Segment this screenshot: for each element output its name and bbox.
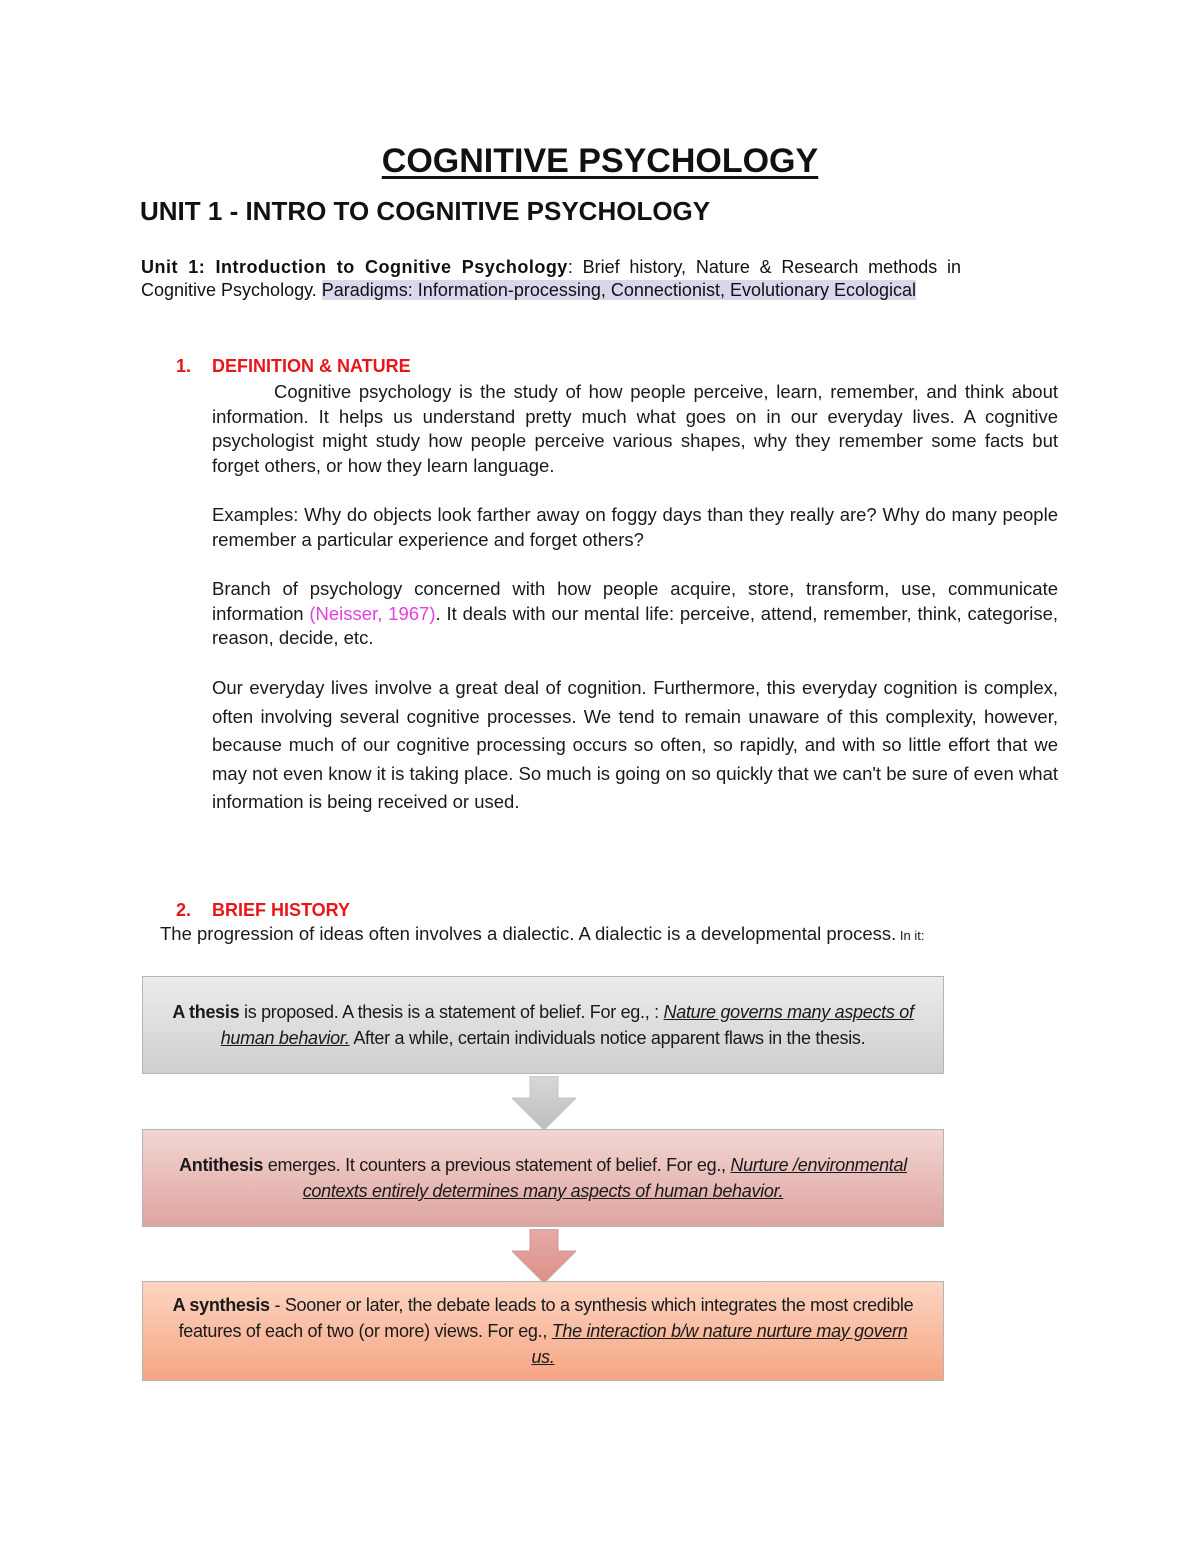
- antithesis-bold: Antithesis: [179, 1155, 264, 1175]
- section-1-number: 1.: [176, 356, 192, 376]
- synthesis-text: [169, 1292, 917, 1370]
- document-title: COGNITIVE PSYCHOLOGY: [381, 142, 819, 180]
- synthesis-box: [142, 1281, 944, 1381]
- down-arrow-icon: [512, 1229, 576, 1283]
- unit-desc-bold: Unit 1: Introduction to Cognitive Psychology: [141, 257, 568, 277]
- thesis-bold: A thesis: [172, 1002, 240, 1022]
- paradigms-highlight: Paradigms: Information-processing, Connectionist, Evolutionary Ecological: [321, 279, 917, 300]
- section-1-heading: [176, 356, 411, 377]
- antithesis-text: [169, 1152, 917, 1204]
- synthesis-example: The interaction b/w nature nurture may govern us.: [531, 1321, 908, 1367]
- thesis-box: [142, 976, 944, 1074]
- branch-paragraph: [212, 577, 1058, 651]
- history-intro-small: In it:: [896, 928, 925, 943]
- down-arrow-icon: [512, 1076, 576, 1130]
- examples-paragraph: Examples: Why do objects look farther away on foggy days than they really are? Why do many people remember a particular experience and forget others?: [212, 504, 1058, 550]
- unit-description: [141, 256, 961, 301]
- section-2-number: 2.: [176, 900, 192, 920]
- definition-paragraph: Cognitive psychology is the study of how people perceive, learn, remember, and think about information. It helps us understand pretty much what goes on in our everyday lives. A cognitive psychologist might study how people perceive various shapes, why they remember some facts but forget others, or how they learn language.: [212, 381, 1058, 476]
- thesis-desc: is proposed. A thesis is a statement of belief. For eg., :: [239, 1002, 664, 1022]
- antithesis-box: [142, 1129, 944, 1227]
- cognition-paragraph: Our everyday lives involve a great deal of cognition. Furthermore, this everyday cognition is complex, often involving several cognitive processes. We tend to remain unaware of this complexity, however, because much of our cognitive processing occurs so often, so rapidly, and with so little effort that we may not even know it is taking place. So much is going on so quickly that we can't be sure of even what information is being received or used.: [212, 677, 1058, 812]
- antithesis-example: Nurture /environmental contexts entirely determines many aspects of human behavior.: [302, 1155, 907, 1201]
- synthesis-desc: - Sooner or later, the debate leads to a synthesis which integrates the most credible features of each of two (or more) views. For eg.,: [178, 1295, 914, 1341]
- branch-text-a: Branch of psychology concerned with how people acquire, store, transform, use, communicate information: [212, 578, 1058, 624]
- history-intro: [160, 923, 1080, 945]
- thesis-text: [169, 999, 917, 1051]
- thesis-example: Nature governs many aspects of human behavior.: [220, 1002, 914, 1048]
- synthesis-bold: A synthesis: [172, 1295, 270, 1315]
- unit-heading: UNIT 1 - INTRO TO COGNITIVE PSYCHOLOGY: [140, 196, 711, 226]
- branch-text-b: . It deals with our mental life: perceive, attend, remember, think, categorise, reason, decide, etc.: [212, 602, 1058, 648]
- section-2-heading: [176, 900, 350, 921]
- history-intro-text: The progression of ideas often involves a dialectic. A dialectic is a developmental process.: [160, 923, 897, 944]
- section-2-title: BRIEF HISTORY: [212, 900, 351, 920]
- unit-desc-text: : Brief history, Nature & Research methods in Cognitive Psychology.: [141, 257, 961, 300]
- thesis-tail: After a while, certain individuals notice apparent flaws in the thesis.: [349, 1028, 866, 1048]
- neisser-citation: (Neisser, 1967): [309, 602, 436, 624]
- antithesis-desc: emerges. It counters a previous statement of belief. For eg.,: [263, 1155, 731, 1175]
- section-1-title: DEFINITION & NATURE: [212, 356, 411, 376]
